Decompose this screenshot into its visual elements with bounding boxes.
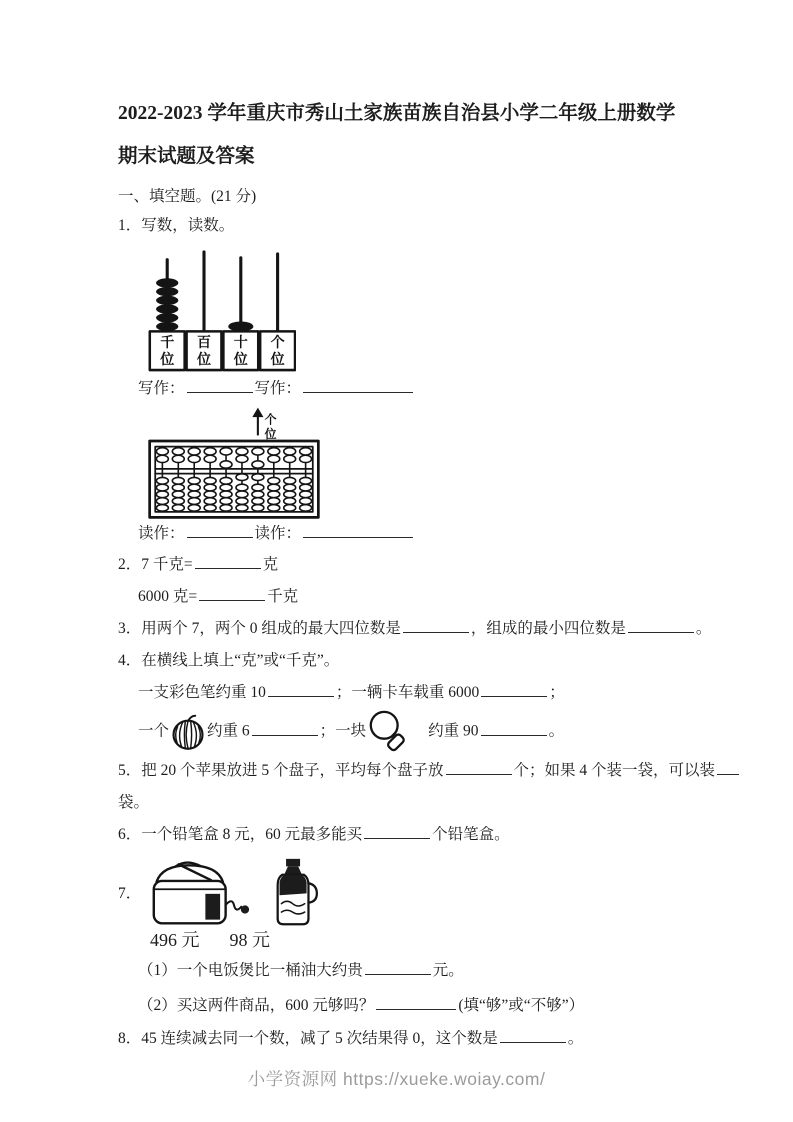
answer-blank xyxy=(365,959,431,976)
svg-text:位: 位 xyxy=(270,352,285,369)
svg-text:个: 个 xyxy=(264,412,277,427)
question-7-figure-row xyxy=(118,857,681,927)
question-4-line-1 xyxy=(138,677,681,709)
q1-read-label-1: 读作： xyxy=(138,525,185,542)
question-4-line-2 xyxy=(138,709,681,755)
q4-text: ；一块 xyxy=(319,722,367,740)
q5-text: 个；如果 4 个装一袋，可以装 xyxy=(513,762,716,779)
q4-text: 一支彩色笔约重 10 xyxy=(138,684,266,701)
counter-rods xyxy=(167,252,277,331)
oil-bottle-icon xyxy=(268,857,320,927)
q7-text: （2）买这两件商品，600 元够吗？ xyxy=(138,997,375,1014)
abacus-figure xyxy=(148,406,320,519)
q8-text: 。 xyxy=(567,1030,584,1047)
q5-text: 5．把 20 个苹果放进 5 个盘子，平均每个盘子放 xyxy=(118,762,444,779)
abacus-lower-beads xyxy=(156,474,311,511)
answer-blank xyxy=(187,377,253,394)
site-watermark: 小学资源网 https://xueke.woiay.com/ xyxy=(247,1069,546,1089)
q2-text: 千克 xyxy=(267,588,299,605)
q7-text: （1）一个电饭煲比一桶油大约贵 xyxy=(138,962,363,979)
svg-text:百: 百 xyxy=(196,334,212,351)
q2-text: 2．7 千克= xyxy=(118,556,193,573)
q7-text: 元。 xyxy=(432,962,464,979)
q3-text: ，组成的最小四位数是 xyxy=(470,620,626,637)
question-5-line-2: 袋。 xyxy=(118,794,150,811)
answer-blank xyxy=(268,681,334,698)
q3-text: 。 xyxy=(695,620,712,637)
question-7-sub-1 xyxy=(138,953,681,988)
svg-text:位: 位 xyxy=(196,352,212,369)
q4-text: 一个 xyxy=(138,722,170,740)
price-oil: 98 元 xyxy=(229,930,270,950)
q6-text: 6．一个铅笔盒 8 元，60 元最多能买 xyxy=(118,826,363,843)
q4-text: 约重 90 xyxy=(428,722,479,740)
q4-text: 约重 6 xyxy=(207,722,250,740)
page-title: 2022-2023 学年重庆市秀山土家族苗族自治县小学二年级上册数学期末试题及答案 xyxy=(118,103,676,167)
answer-blank xyxy=(195,553,261,570)
q1-read-row xyxy=(138,519,681,549)
answer-blank xyxy=(446,759,512,776)
q7-text: (填“够”或“不够”） xyxy=(458,997,585,1014)
ping-pong-paddle-icon xyxy=(366,709,412,755)
q2-text: 克 xyxy=(262,556,279,573)
answer-blank xyxy=(628,617,694,634)
question-3 xyxy=(118,613,712,645)
answer-blank xyxy=(376,994,456,1011)
paper-content xyxy=(118,92,716,1055)
svg-text:位: 位 xyxy=(264,426,277,441)
q4-text: ； xyxy=(549,684,565,701)
q1-write-row xyxy=(138,374,681,404)
q8-text: 8．45 连续减去同一个数，减了 5 次结果得 0，这个数是 xyxy=(118,1030,498,1047)
section-heading: 一、填空题。(21 分) xyxy=(118,188,257,205)
q1-write-label-1: 写作： xyxy=(138,380,185,397)
question-2-line-1 xyxy=(118,549,681,581)
answer-blank xyxy=(403,617,469,634)
answer-blank xyxy=(199,585,265,602)
svg-text:位: 位 xyxy=(160,352,175,369)
place-value-counter-figure xyxy=(143,250,296,372)
counter-thousands-beads xyxy=(156,278,178,331)
svg-text:千: 千 xyxy=(160,334,175,351)
question-1-label: 1．写数，读数。 xyxy=(118,217,235,234)
question-4-label: 4．在横线上填上“克”或“千克”。 xyxy=(118,652,340,669)
q4-text: 。 xyxy=(548,722,565,740)
q1-read-label-2: 读作： xyxy=(254,525,302,542)
question-7-label: 7． xyxy=(118,885,142,902)
svg-text:个: 个 xyxy=(270,334,285,351)
answer-blank xyxy=(364,823,430,840)
q1-write-label-2: 写作： xyxy=(254,380,302,397)
question-8 xyxy=(118,1023,681,1055)
answer-blank xyxy=(481,719,547,736)
question-6 xyxy=(118,819,681,851)
q6-text: 个铅笔盒。 xyxy=(432,826,510,843)
answer-blank xyxy=(303,522,413,539)
answer-blank xyxy=(187,522,253,539)
q2-text: 6000 克= xyxy=(138,588,198,605)
abacus-ones-label xyxy=(264,413,277,441)
question-7-prices xyxy=(150,927,681,953)
rice-cooker-icon xyxy=(144,857,252,927)
answer-blank xyxy=(481,681,547,698)
watermelon-icon xyxy=(169,713,207,751)
answer-blank xyxy=(500,1027,566,1044)
answer-blank xyxy=(252,719,318,736)
answer-blank xyxy=(717,759,739,776)
q4-text: ；一辆卡车载重 6000 xyxy=(335,684,480,701)
price-rice-cooker: 496 元 xyxy=(150,930,200,950)
question-2-line-2 xyxy=(138,581,681,613)
question-5-line-1 xyxy=(118,755,716,787)
ones-place-arrow xyxy=(252,408,263,435)
counter-tens-bead xyxy=(228,321,253,331)
answer-blank xyxy=(303,377,413,394)
svg-text:十: 十 xyxy=(233,334,248,351)
svg-text:位: 位 xyxy=(233,352,248,369)
question-7-sub-2 xyxy=(138,988,681,1023)
abacus-upper-beads xyxy=(156,448,311,468)
q3-text: 3．用两个 7，两个 0 组成的最大四位数是 xyxy=(118,620,401,637)
